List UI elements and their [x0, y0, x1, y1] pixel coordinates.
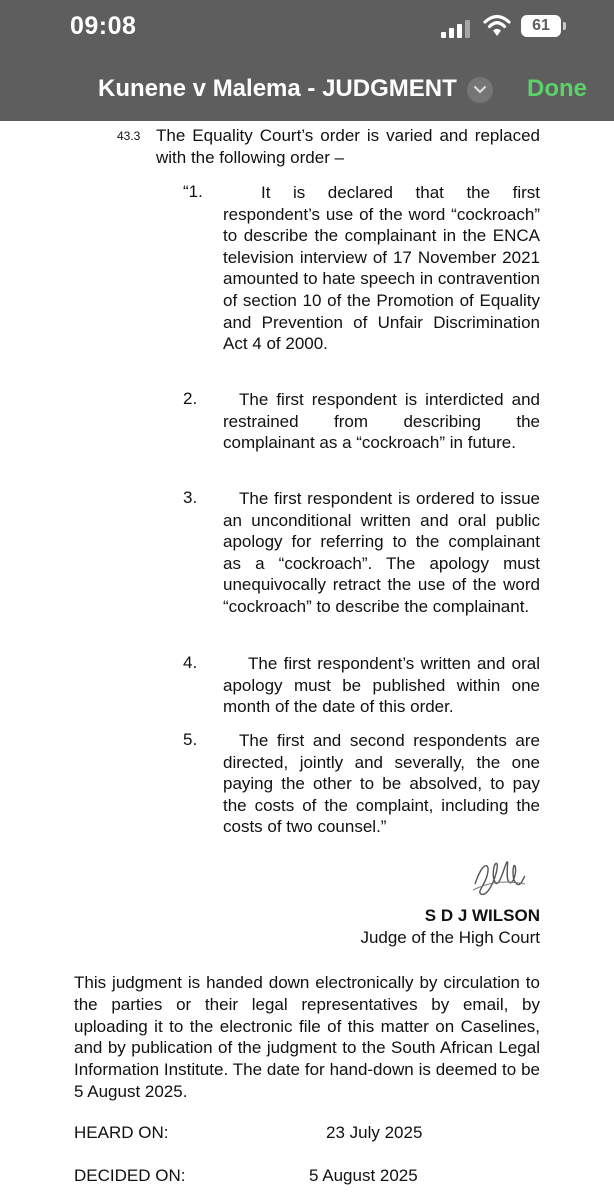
judge-name: S D J WILSON [424, 906, 540, 925]
status-time: 09:08 [70, 12, 137, 40]
viewer-header [0, 0, 614, 121]
order-item-number: 5. [183, 730, 198, 749]
decided-on-label: DECIDED ON: [74, 1166, 186, 1185]
wifi-icon [483, 14, 511, 38]
order-item-number: 2. [183, 389, 198, 408]
order-item-number: 4. [183, 653, 198, 672]
paragraph-number: 43.3 [117, 129, 141, 143]
decided-on-date: 5 August 2025 [309, 1166, 418, 1185]
judge-signature [469, 854, 527, 904]
handdown-notice: This judgment is handed down electronically by circulation to the parties or their legal representatives by email, by uploading it to the electronic file of this matter on Caselines, and by publication of the judgment to the South African Legal Information Institute. The date for hand-down is deemed to be 5 August 2025. [74, 973, 540, 1101]
cellular-signal-icon [441, 20, 471, 38]
order-item-number: 3. [183, 488, 198, 507]
title-menu-button[interactable] [467, 77, 493, 103]
order-item-text: The first respondent is interdicted and restrained from describing the complainant as a “cockroach” in future. [223, 390, 540, 453]
order-item-text: It is declared that the first respondent’s use of the word “cockroach” to describe the complainant in the ENCA television interview of 17 November 2021 amounted to hate speech in contravention of section 10 of the Promotion of Equality and Prevention of Unfair Discrimination Act 4 of 2000. [223, 183, 540, 354]
heard-on-label: HEARD ON: [74, 1123, 169, 1142]
battery-icon: 61 [521, 15, 561, 37]
order-item-text: The first respondent is ordered to issue an unconditional written and oral public apology for referring to the complainant as a “cockroach”. The apology must unequivocally retract the use of the word “cockroach” to describe the complainant. [223, 489, 540, 616]
battery-tip [563, 22, 566, 30]
order-item-text: The first and second respondents are directed, jointly and severally, the one paying the other to be absolved, to pay the costs of the complaint, including the costs of two counsel.” [223, 731, 540, 837]
order-item-number: “1. [183, 182, 203, 201]
order-intro: The Equality Court’s order is varied and replaced with the following order – [156, 126, 540, 167]
done-button[interactable]: Done [527, 75, 587, 102]
document-title: Kunene v Malema - JUDGMENT [98, 75, 457, 102]
chevron-down-icon [473, 85, 487, 95]
judge-title: Judge of the High Court [360, 928, 540, 947]
order-item-text: The first respondent’s written and oral apology must be published within one month of the date of this order. [223, 654, 540, 717]
heard-on-date: 23 July 2025 [326, 1123, 423, 1142]
document-page [0, 121, 614, 1200]
